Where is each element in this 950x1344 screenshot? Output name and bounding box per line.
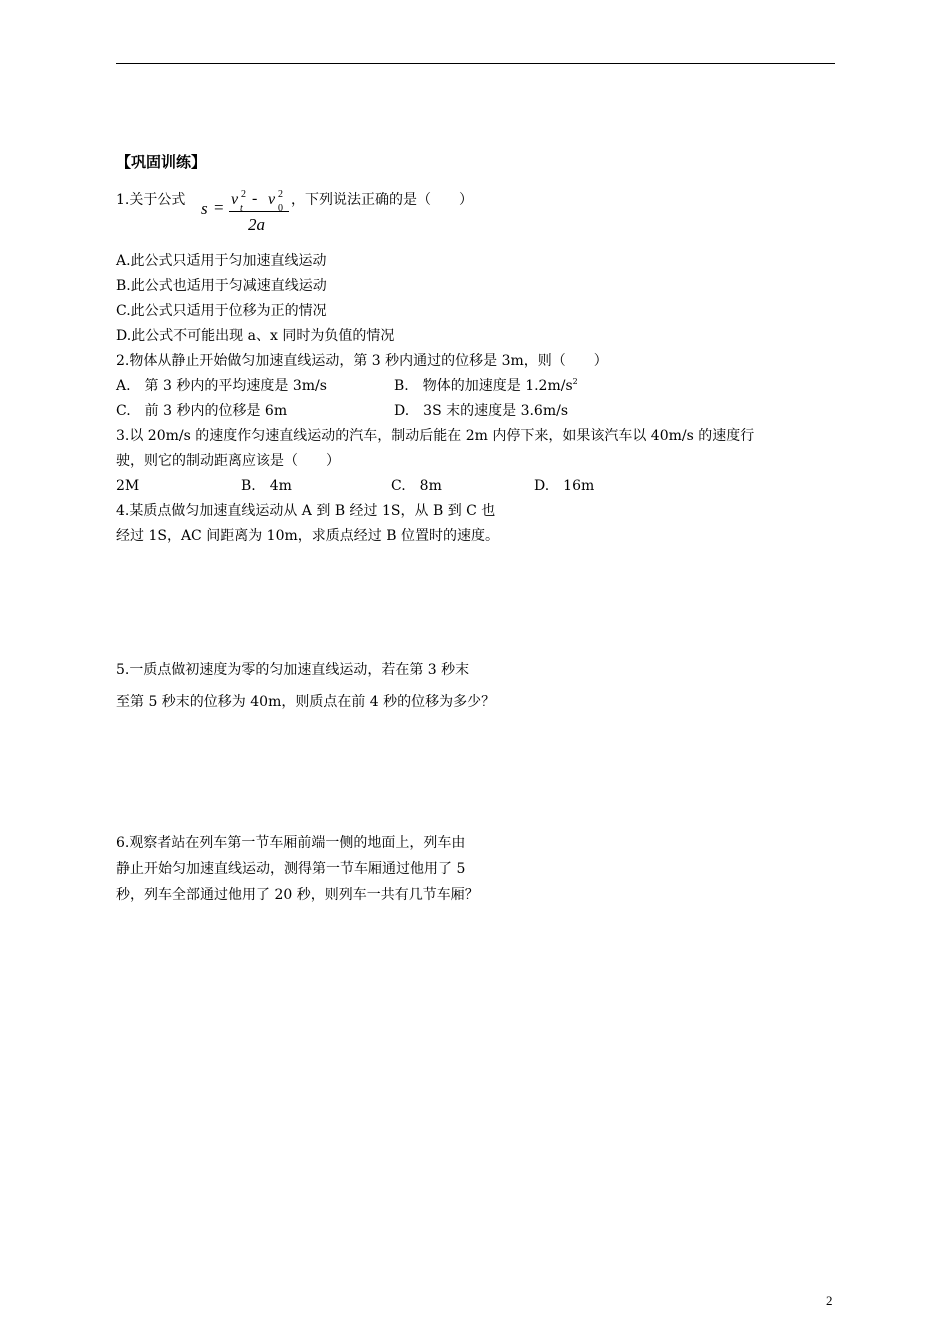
formula-v-t: v bbox=[231, 191, 239, 208]
formula-v-0-sup: 2 bbox=[278, 189, 283, 200]
q2-option-b-sup: 2 bbox=[572, 377, 578, 386]
formula-denominator: 2a bbox=[248, 215, 265, 234]
q3-option-c: C. 8m bbox=[391, 478, 442, 494]
q2-option-c: C. 前 3 秒内的位移是 6m bbox=[116, 403, 288, 419]
formula-eq: = bbox=[214, 198, 224, 217]
q2-option-b-text: B. 物体的加速度是 1.2m/s bbox=[394, 378, 573, 394]
q1-option-b: B.此公式也适用于匀减速直线运动 bbox=[116, 278, 327, 294]
q2-option-d: D. 3S 末的速度是 3.6m/s bbox=[394, 403, 569, 419]
q6-line-2: 静止开始匀加速直线运动，测得第一节车厢通过他用了 5 bbox=[116, 861, 466, 877]
q1-option-a: A.此公式只适用于匀加速直线运动 bbox=[116, 253, 327, 269]
q5-line-1: 5.一质点做初速度为零的匀加速直线运动，若在第 3 秒末 bbox=[116, 662, 470, 678]
q1-option-c: C.此公式只适用于位移为正的情况 bbox=[116, 303, 327, 319]
fraction-bar bbox=[229, 211, 289, 212]
formula-v-t-sup: 2 bbox=[241, 189, 246, 200]
q4-line-2: 经过 1S，AC 间距离为 10m，求质点经过 B 位置时的速度。 bbox=[116, 528, 499, 544]
q3-line-2: 驶，则它的制动距离应该是（ ） bbox=[116, 453, 340, 469]
formula-v-0: v bbox=[268, 191, 276, 208]
header-rule bbox=[116, 63, 835, 64]
formula-v-0-sub: 0 bbox=[278, 203, 283, 214]
q6-line-1: 6.观察者站在列车第一节车厢前端一侧的地面上，列车由 bbox=[116, 835, 466, 851]
q2-option-b bbox=[394, 377, 578, 395]
formula-lhs: s bbox=[201, 199, 208, 218]
q6-line-3: 秒，列车全部通过他用了 20 秒，则列车一共有几节车厢？ bbox=[116, 887, 479, 903]
q3-option-b: B. 4m bbox=[241, 478, 292, 494]
q5-line-2: 至第 5 秒末的位移为 40m，则质点在前 4 秒的位移为多少？ bbox=[116, 694, 496, 710]
q3-option-d: D. 16m bbox=[534, 478, 595, 494]
section-title: 【巩固训练】 bbox=[116, 153, 207, 171]
q4-line-1: 4.某质点做匀加速直线运动从 A 到 B 经过 1S，从 B 到 C 也 bbox=[116, 503, 496, 519]
formula-v-t-sub: t bbox=[240, 203, 243, 214]
q2-option-a: A. 第 3 秒内的平均速度是 3m/s bbox=[116, 378, 327, 394]
q1-suffix: ，下列说法正确的是（ ） bbox=[291, 192, 473, 208]
q2-stem: 2.物体从静止开始做匀加速直线运动，第 3 秒内通过的位移是 3m，则（ ） bbox=[116, 353, 608, 369]
formula-minus: - bbox=[252, 190, 258, 207]
q1-option-d: D.此公式不可能出现 a、x 同时为负值的情况 bbox=[116, 328, 395, 344]
q1-prefix: 1.关于公式 bbox=[116, 192, 186, 208]
q3-line-1: 3.以 20m/s 的速度作匀速直线运动的汽车，制动后能在 2m 内停下来，如果该汽车以 40m/s 的速度行 bbox=[116, 428, 755, 444]
page-number: 2 bbox=[826, 1293, 833, 1308]
q3-option-a: 2M bbox=[116, 478, 140, 494]
